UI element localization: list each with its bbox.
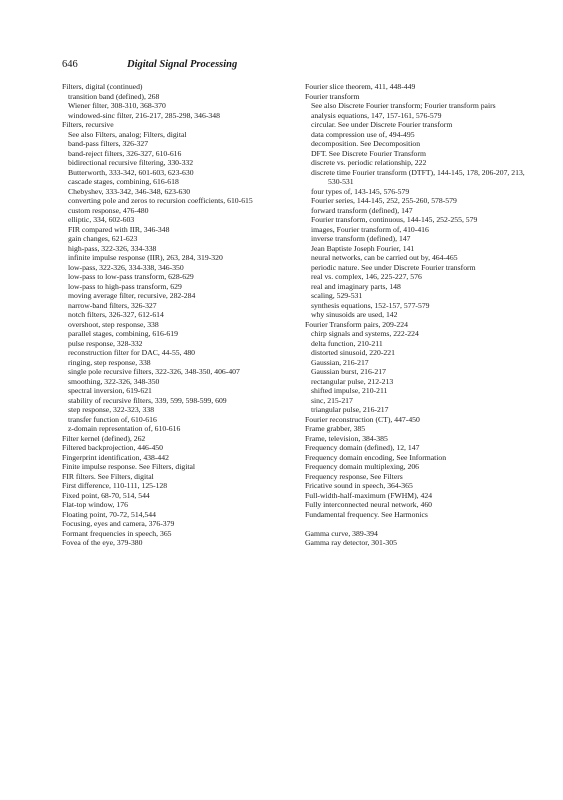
- index-entry: Fixed point, 68-70, 514, 544: [62, 490, 150, 500]
- index-subentry: stability of recursive filters, 339, 599, 598-599, 609: [68, 395, 227, 405]
- index-subentry: neural networks, can be carried out by, 464-465: [311, 253, 458, 262]
- index-subentry: reconstruction filter for DAC, 44-55, 480: [68, 348, 196, 357]
- index-subentry: step response, 322-323, 338: [68, 405, 155, 414]
- index-subentry: windowed-sinc filter, 216-217, 285-298, 346-348: [68, 110, 220, 120]
- index-subentry: periodic nature. See under Discrete Fourier transform: [311, 262, 476, 272]
- index-subentry: low-pass, 322-326, 334-338, 346-350: [68, 262, 184, 272]
- index-subentry: triangular pulse, 216-217: [311, 405, 389, 414]
- index-subentry: See also Discrete Fourier transform; Fourier transform pairs: [311, 101, 496, 110]
- index-subentry: bidirectional recursive filtering, 330-332: [68, 158, 194, 167]
- index-entry: Fingerprint identification, 438-442: [62, 452, 169, 462]
- index-entry: FIR filters. See Filters, digital: [62, 471, 154, 481]
- index-entry: Fovea of the eye, 379-380: [62, 538, 143, 547]
- page-header: [62, 58, 523, 72]
- index-subentry: single pole recursive filters, 322-326, 348-350, 406-407: [68, 367, 240, 376]
- index-subentry: high-pass, 322-326, 334-338: [68, 243, 157, 253]
- index-entry: Frame grabber, 385: [305, 424, 366, 433]
- index-entry: Fricative sound in speech, 364-365: [305, 481, 413, 490]
- index-subentry: decomposition. See Decomposition: [311, 139, 421, 148]
- index-column-right: [305, 82, 530, 548]
- index-subentry: circular. See under Discrete Fourier transform: [311, 120, 453, 129]
- index-subentry: smoothing, 322-326, 348-350: [68, 376, 160, 386]
- index-subentry: gain changes, 621-623: [68, 234, 138, 243]
- index-subentry: discrete vs. periodic relationship, 222: [311, 158, 427, 167]
- index-entry: Frame, television, 384-385: [305, 433, 388, 443]
- index-entry: Fourier Transform pairs, 209-224: [305, 319, 408, 329]
- page-number: 646: [62, 59, 78, 70]
- index-subentry: inverse transform (defined), 147: [311, 234, 411, 243]
- index-column-left: [62, 82, 287, 548]
- index-subentry: synthesis equations, 152-157, 577-579: [311, 300, 430, 310]
- index-subentry: analysis equations, 147, 157-161, 576-579: [311, 110, 442, 120]
- index-subentry: z-domain representation of, 610-616: [68, 424, 181, 433]
- index-entry: Focusing, eyes and camera, 376-379: [62, 519, 175, 528]
- index-entry: Fully interconnected neural network, 460: [305, 500, 433, 509]
- index-subentry: narrow-band filters, 326-327: [68, 300, 157, 310]
- index-subentry: cascade stages, combining, 616-618: [68, 177, 179, 186]
- index-entry: Filter kernel (defined), 262: [62, 433, 146, 443]
- index-subentry: FIR compared with IIR, 346-348: [68, 224, 170, 234]
- index-gap: [305, 519, 530, 529]
- index-subentry: DFT. See Discrete Fourier Transform: [311, 148, 426, 158]
- index-subentry: shifted impulse, 210-211: [311, 386, 388, 395]
- index-subentry: Wiener filter, 308-310, 368-370: [68, 101, 166, 110]
- index-subentry: Chebyshev, 333-342, 346-348, 623-630: [68, 186, 191, 196]
- index-subentry: transition band (defined), 268: [68, 91, 160, 101]
- index-entry: Formant frequencies in speech, 365: [62, 528, 172, 538]
- index-subentry: ringing, step response, 338: [68, 357, 151, 367]
- index-subentry: low-pass to low-pass transform, 628-629: [68, 272, 194, 281]
- index-entry: Fourier reconstruction (CT), 447-450: [305, 414, 420, 424]
- index-subentry: sinc, 215-217: [311, 395, 353, 405]
- index-subentry: low-pass to high-pass transform, 629: [68, 281, 182, 291]
- index-entry: Frequency domain multiplexing, 206: [305, 462, 420, 471]
- index-subentry: real vs. complex, 146, 225-227, 576: [311, 272, 422, 281]
- index-entry: Frequency domain (defined), 12, 147: [305, 443, 420, 452]
- index-subentry: chirp signals and systems, 222-224: [311, 329, 419, 338]
- index-subentry: real and imaginary parts, 148: [311, 281, 401, 291]
- index-entry: Finite impulse response. See Filters, digital: [62, 462, 196, 471]
- index-entry: Gamma ray detector, 301-305: [305, 538, 397, 547]
- index-subentry: transfer function of, 610-616: [68, 414, 157, 424]
- index-subentry: Jean Baptiste Joseph Fourier, 141: [311, 243, 415, 253]
- running-head: Digital Signal Processing: [127, 59, 238, 70]
- index-subentry: moving average filter, recursive, 282-284: [68, 291, 196, 300]
- index-entry: Filtered backprojection, 446-450: [62, 443, 163, 452]
- index-entry: First difference, 110-111, 125-128: [62, 481, 168, 490]
- index-subentry: discrete time Fourier transform (DTFT), 144-145, 178, 206-207, 213, 530-531: [311, 167, 525, 186]
- index-subentry: spectral inversion, 619-621: [68, 386, 152, 395]
- index-subentry: custom response, 476-480: [68, 205, 149, 215]
- index-subentry: band-pass filters, 326-327: [68, 139, 149, 148]
- index-subentry: why sinusoids are used, 142: [311, 310, 398, 319]
- index-entry: Fourier slice theorem, 411, 448-449: [305, 82, 416, 91]
- index-entry: Frequency domain encoding, See Information: [305, 452, 447, 462]
- index-entry: Fourier transform: [305, 91, 360, 101]
- index-subentry: Butterworth, 333-342, 601-603, 623-630: [68, 167, 194, 177]
- index-subentry: band-reject filters, 326-327, 610-616: [68, 148, 182, 158]
- index-subentry: Fourier transform, continuous, 144-145, 252-255, 579: [311, 215, 478, 224]
- index-subentry: rectangular pulse, 212-213: [311, 376, 394, 386]
- index-subentry: infinite impulse response (IIR), 263, 284, 319-320: [68, 253, 223, 262]
- index-subentry: Fourier series, 144-145, 252, 255-260, 578-579: [311, 196, 457, 205]
- index-subentry: elliptic, 334, 602-603: [68, 215, 135, 224]
- index-entry: Gamma curve, 389-394: [305, 528, 378, 538]
- index-subentry: delta function, 210-211: [311, 338, 383, 348]
- index-subentry: parallel stages, combining, 616-619: [68, 329, 178, 338]
- index-subentry: images, Fourier transform of, 410-416: [311, 224, 429, 234]
- index-entry: Floating point, 70-72, 514,544: [62, 509, 156, 519]
- index-entry: Fundamental frequency. See Harmonics: [305, 509, 428, 519]
- index-entry: Full-width-half-maximum (FWHM), 424: [305, 490, 433, 500]
- index-entry: Filters, digital (continued): [62, 82, 143, 91]
- index-subentry: scaling, 529-531: [311, 291, 363, 300]
- index-subentry: distorted sinusoid, 220-221: [311, 348, 395, 357]
- index-entry: Flat-top window, 176: [62, 500, 128, 509]
- index-subentry: Gaussian, 216-217: [311, 357, 369, 367]
- index-subentry: See also Filters, analog; Filters, digital: [68, 129, 187, 139]
- index-entry: Frequency response, See Filters: [305, 471, 403, 481]
- index-subentry: overshoot, step response, 338: [68, 319, 159, 329]
- index-subentry: data compression use of, 494-495: [311, 129, 415, 139]
- index-subentry: notch filters, 326-327, 612-614: [68, 310, 164, 319]
- index-subentry: forward transform (defined), 147: [311, 205, 413, 215]
- index-subentry: pulse response, 328-332: [68, 338, 143, 348]
- index-entry: Filters, recursive: [62, 120, 114, 129]
- index-subentry: Gaussian burst, 216-217: [311, 367, 386, 376]
- index-subentry: converting pole and zeros to recursion coefficients, 610-615: [68, 196, 253, 205]
- index-subentry: four types of, 143-145, 576-579: [311, 186, 410, 196]
